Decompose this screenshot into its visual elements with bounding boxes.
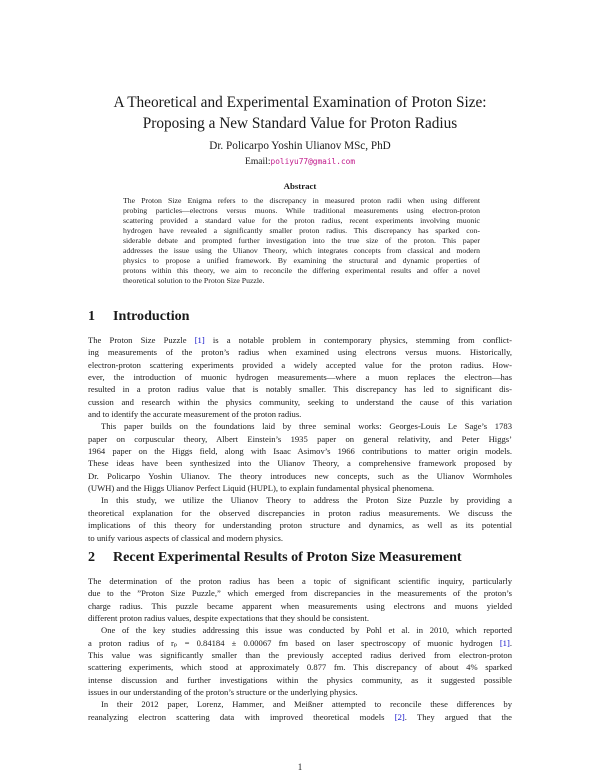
line-text: and to identify the accurate measurement of the proton radius. [88, 409, 302, 420]
line-text: a proton radius of rₚ = 0.84184 ± 0.00067 fm based on laser spectroscopy of muonic hydrogen [88, 637, 500, 648]
text-line [88, 433, 512, 445]
section-title: Recent Experimental Results of Proton Size Measurement [113, 549, 462, 565]
text-line [88, 470, 512, 482]
line-text: 1964 paper on the Higgs field, along with Isaac Asimov’s 1966 contributions to matter origin models. [88, 446, 512, 457]
text-line [88, 371, 512, 383]
text-line [88, 396, 512, 408]
line-text: ever, the introduction of muonic hydrogen measurements—where a muon replaces the electron—has [88, 372, 512, 383]
line-text: Dr. Policarpo Yoshin Ulianov. The theory introduces new concepts, such as the Ulianov Wormholes [88, 470, 512, 481]
section-number: 1 [88, 308, 96, 324]
email-label: Email: [244, 156, 271, 167]
line-text: scattering experiments, which stood at approximately 0.877 fm. This discrepancy of about 4% sparked [88, 662, 512, 673]
abstract-line: hydrogen have revealed a significantly smaller proton radius. This discrepancy has sparked con- [123, 226, 480, 236]
paper-title [60, 92, 540, 134]
text-line [88, 359, 512, 371]
line-text: This value was significantly smaller than the previously accepted radius derived from electron-proton [88, 650, 512, 661]
line-text: to unify various aspects of classical and modern physics. [88, 532, 283, 543]
text-line [88, 445, 512, 457]
text-line [88, 482, 512, 494]
title-line-1: A Theoretical and Experimental Examination of Proton Size: [113, 94, 487, 111]
text-line [88, 674, 512, 686]
text-line [88, 698, 512, 710]
text-line [88, 494, 512, 506]
line-text: In their 2012 paper, Lorenz, Hammer, and Meißner attempted to reconcile these differences by [101, 699, 512, 710]
line-text: electron-proton scattering experiments provided a widely accepted value for the proton radius. How- [88, 359, 512, 370]
text-line [88, 649, 512, 661]
abstract-line: addresses the issue using the Ulianov Theory, which integrates concepts from classical and modern [123, 246, 480, 256]
line-text: (UWH) and the Higgs Ulianov Perfect Liquid (HUPL), to explain fundamental physical phenomena. [88, 483, 435, 494]
text-line [88, 637, 512, 649]
text-line [88, 624, 512, 636]
experimental-results-body [88, 575, 512, 723]
text-line [88, 519, 512, 531]
abstract-body [123, 196, 480, 286]
line-text: These ideas have been synthesized into the Ulianov Theory, a comprehensive framework proposed by [88, 458, 512, 469]
text-line [88, 661, 512, 673]
text-line [88, 587, 512, 599]
text-line [88, 507, 512, 519]
line-text: In this study, we utilize the Ulianov Theory to address the Proton Size Puzzle by providing a [101, 495, 512, 506]
citation-link[interactable]: [2] [394, 711, 405, 722]
text-line [88, 532, 512, 544]
line-text: The Proton Size Puzzle [88, 335, 195, 345]
abstract-line: scattering provided a standard value for the proton radius, recent experiments involving muonic [123, 216, 480, 226]
text-line [88, 612, 512, 624]
text-line [88, 457, 512, 469]
text-line [88, 686, 512, 698]
author-email [60, 156, 540, 167]
text-line [88, 600, 512, 612]
line-text: resulted in a proton radius value that is notably smaller. This discrepancy has led to significant dis- [88, 384, 512, 395]
line-text: reanalyzing electron scattering data with improved theoretical models [88, 711, 395, 722]
line-text: intense discussion and further investigations within the physics community, as it suggested possible [88, 674, 512, 685]
line-text: . [509, 637, 512, 648]
text-line [88, 383, 512, 395]
line-text: implications of this theory for understanding proton structure and dynamics, as well as its potential [88, 520, 512, 531]
line-text: issues in our understanding of the proton’s structure or the underlying physics. [88, 687, 358, 698]
text-line [88, 420, 512, 432]
line-text: One of the key studies addressing this issue was conducted by Pohl et al. in 2010, which reported [101, 625, 512, 636]
email-address-link[interactable]: poliyu77@gmail.com [270, 157, 356, 166]
citation-link[interactable]: [1] [499, 637, 510, 648]
line-text: This paper builds on the foundations laid by three seminal works: Georges-Louis Le Sage’s 1783 [101, 421, 512, 432]
line-text: ing measurements of the proton’s radius when examined using electrons versus muons. Historically, [88, 347, 512, 358]
abstract-line: probing particles—electrons versus muons. While traditional measurements using electron-proton [123, 206, 480, 216]
line-text: . They argued that the [404, 711, 513, 722]
section-number: 2 [88, 549, 96, 565]
line-text: due to the ”Proton Size Puzzle,” which emerged from discrepancies in the measurements of the proton’s [88, 588, 512, 599]
line-text: is a notable problem in contemporary physics, stemming from conflict- [204, 335, 512, 345]
abstract-heading: Abstract [283, 181, 317, 191]
text-line [88, 408, 512, 420]
section-title: Introduction [113, 308, 190, 324]
line-text: cussion and research within the physics community, seeking to understand the cause of this variation [88, 396, 512, 407]
line-text: different proton radius values, despite expectations that they should be consistent. [88, 613, 369, 624]
abstract-line: protons within this theory, we aim to reconcile the differing experimental results and offer a novel [123, 266, 480, 276]
line-text: The determination of the proton radius has been a topic of significant scientific inquiry, particularly [88, 576, 512, 586]
author-name: Dr. Policarpo Yoshin Ulianov MSc, PhD [209, 140, 391, 152]
citation-link[interactable]: [1] [194, 335, 205, 345]
abstract-line: physics to propose a unified framework. By examining the structural and dynamic properties of [123, 256, 480, 266]
section-heading-experimental-results [88, 549, 462, 566]
text-line [88, 575, 512, 587]
text-line [88, 711, 512, 723]
abstract-line: theoretical solution to the Proton Size Puzzle. [123, 276, 265, 286]
section-heading-introduction [88, 308, 190, 325]
line-text: charge radius. This puzzle became apparent when measurements using electrons and muons yielded [88, 600, 512, 611]
abstract-line: siderable debate and prompted further investigation into the true size of the proton. This paper [123, 236, 480, 246]
abstract-line: The Proton Size Enigma refers to the discrepancy in measured proton radii when using different [123, 196, 480, 205]
line-text: paper on corpuscular theory, Albert Einstein’s 1935 paper on general relativity, and Peter Higgs’ [88, 433, 512, 444]
text-line [88, 334, 512, 346]
line-text: theoretical explanation for the observed discrepancies in proton radius measurements. We discuss the [88, 507, 512, 518]
title-line-2: Proposing a New Standard Value for Proton Radius [142, 115, 458, 132]
introduction-body [88, 334, 512, 544]
page-number: 1 [297, 762, 303, 772]
text-line [88, 346, 512, 358]
